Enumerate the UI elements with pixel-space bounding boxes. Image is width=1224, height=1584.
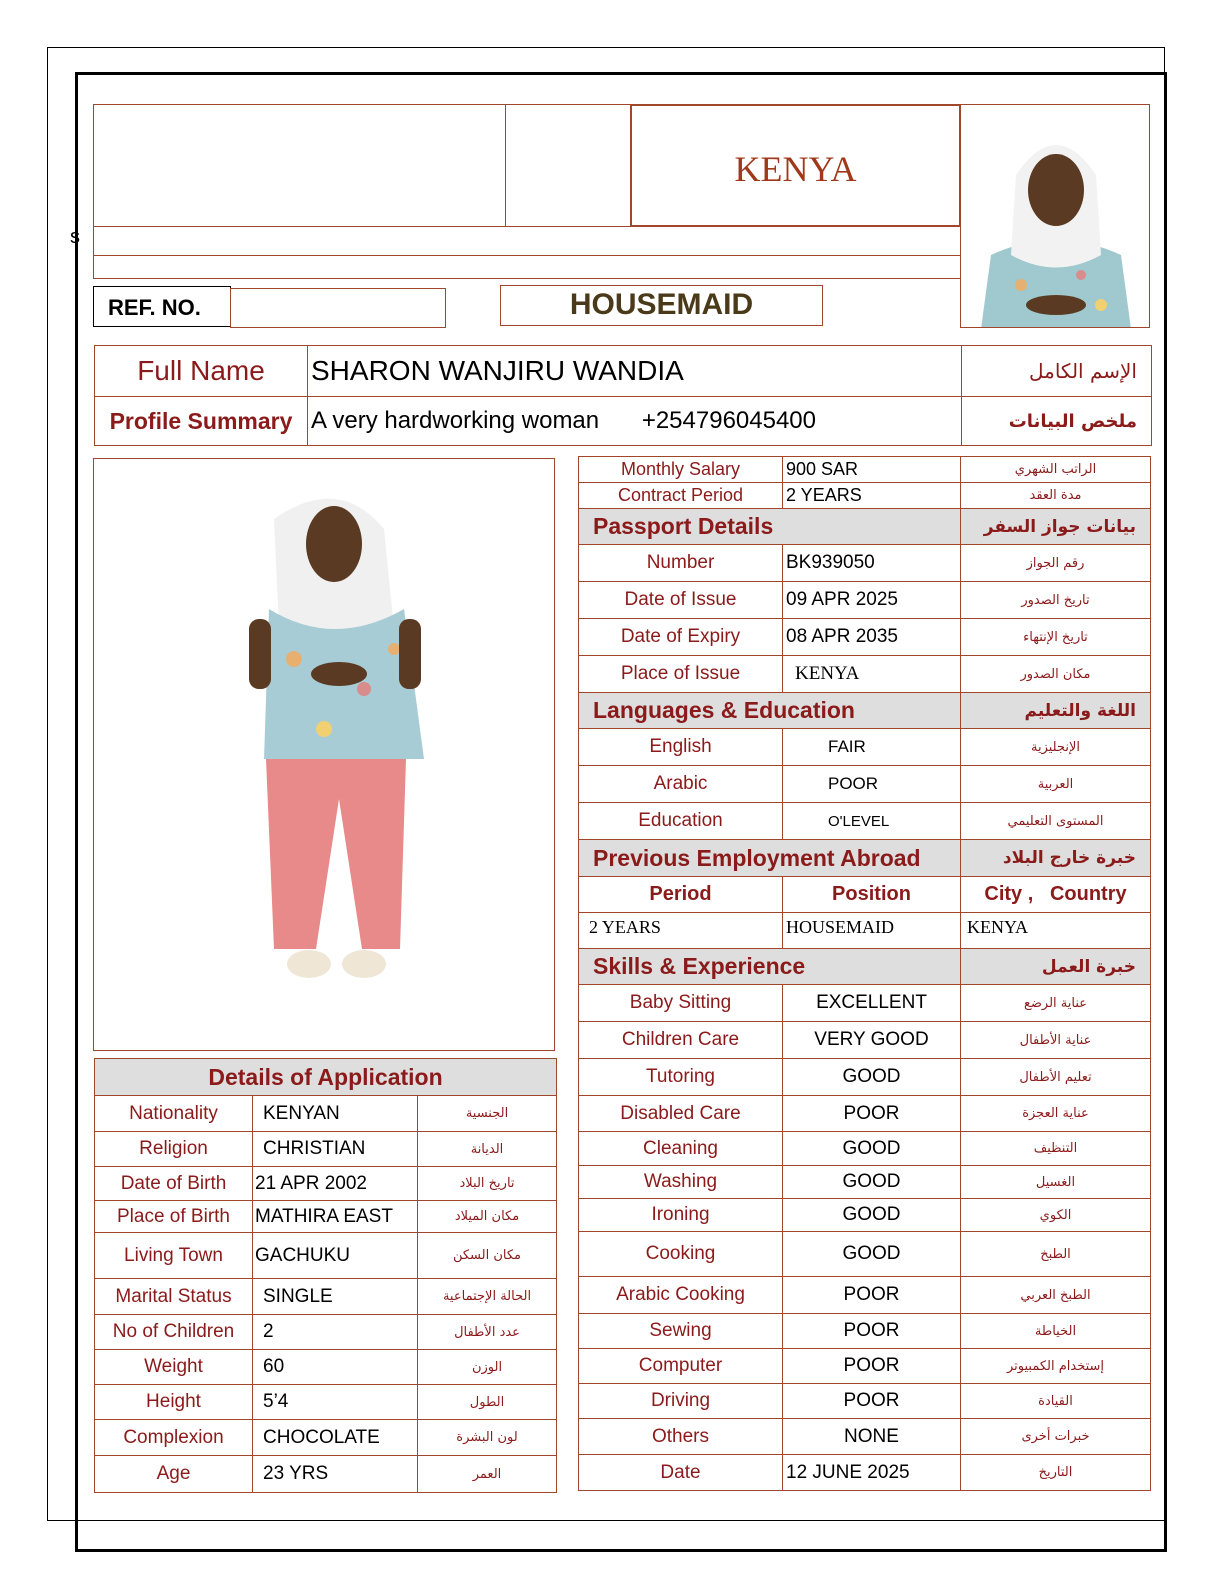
- position-box: [500, 285, 823, 326]
- detail-value: GOOD: [783, 1132, 961, 1166]
- detail-value: EXCELLENT: [783, 985, 961, 1022]
- employment-col-header: City , Country: [961, 877, 1151, 913]
- employment-place: KENYA: [961, 913, 1151, 949]
- application-value: GACHUKU: [253, 1233, 418, 1279]
- employment-title: Previous Employment Abroad: [579, 840, 961, 877]
- application-ar: الوزن: [418, 1350, 557, 1385]
- detail-value: 08 APR 2035: [783, 619, 961, 656]
- details-table: [578, 456, 1151, 1491]
- detail-label: Contract Period: [579, 483, 783, 509]
- skills-header: [579, 949, 1151, 985]
- detail-row: [579, 1059, 1151, 1096]
- detail-row: [579, 656, 1151, 693]
- header-blank-row2: [93, 255, 961, 279]
- application-value: 21 APR 2002: [253, 1167, 418, 1201]
- full-name-value: SHARON WANJIRU WANDIA: [308, 346, 962, 397]
- detail-label: Computer: [579, 1349, 783, 1384]
- application-ar: الحالة الإجتماعية: [418, 1279, 557, 1315]
- detail-ar: تعليم الأطفال: [961, 1059, 1151, 1096]
- application-table: [94, 1058, 557, 1493]
- application-label: Place of Birth: [95, 1201, 253, 1233]
- application-ar: الجنسية: [418, 1096, 557, 1132]
- application-value: CHRISTIAN: [253, 1132, 418, 1167]
- application-row: [95, 1132, 557, 1167]
- application-ar: لون البشرة: [418, 1420, 557, 1456]
- detail-ar: تاريخ الصدور: [961, 582, 1151, 619]
- detail-label: Monthly Salary: [579, 457, 783, 483]
- skills-title-ar: خبرة العمل: [961, 949, 1151, 985]
- ref-number-field: [230, 288, 446, 328]
- detail-row: [579, 1419, 1151, 1455]
- employment-period: 2 YEARS: [579, 913, 783, 949]
- employment-header: [579, 840, 1151, 877]
- detail-ar: التاريخ: [961, 1455, 1151, 1491]
- application-value: KENYAN: [253, 1096, 418, 1132]
- application-value: MATHIRA EAST: [253, 1201, 418, 1233]
- detail-row: [579, 1384, 1151, 1419]
- detail-row: [579, 729, 1151, 766]
- detail-ar: تاريخ الإنتهاء: [961, 619, 1151, 656]
- detail-ar: عناية الرضع: [961, 985, 1151, 1022]
- detail-value: VERY GOOD: [783, 1022, 961, 1059]
- detail-row: [579, 1277, 1151, 1314]
- ref-label: REF. NO.: [108, 295, 201, 320]
- detail-row: [579, 1314, 1151, 1349]
- employment-col-headers: [579, 877, 1151, 913]
- application-value: 2: [253, 1315, 418, 1350]
- detail-value: GOOD: [783, 1059, 961, 1096]
- detail-row: [579, 457, 1151, 483]
- employment-title-ar: خبرة خارج البلاد: [961, 840, 1151, 877]
- detail-ar: القيادة: [961, 1384, 1151, 1419]
- application-row: [95, 1350, 557, 1385]
- detail-row: [579, 1232, 1151, 1277]
- full-name-ar: الإسم الكامل: [962, 346, 1152, 397]
- small-photo-figure: [961, 105, 1150, 328]
- detail-ar: الغسيل: [961, 1166, 1151, 1199]
- detail-label: Date of Expiry: [579, 619, 783, 656]
- detail-label: Baby Sitting: [579, 985, 783, 1022]
- detail-label: Place of Issue: [579, 656, 783, 693]
- application-value: SINGLE: [253, 1279, 418, 1315]
- detail-row: [579, 545, 1151, 582]
- detail-label: Number: [579, 545, 783, 582]
- detail-row: [579, 582, 1151, 619]
- application-label: Nationality: [95, 1096, 253, 1132]
- application-value: 5’4: [253, 1385, 418, 1420]
- application-label: No of Children: [95, 1315, 253, 1350]
- application-title: Details of Application: [95, 1059, 557, 1096]
- identity-table: [94, 345, 1152, 446]
- detail-row: [579, 1132, 1151, 1166]
- header-blank-left: [93, 104, 506, 227]
- ref-label-box: [93, 286, 231, 327]
- small-photo: [960, 104, 1150, 328]
- application-ar: العمر: [418, 1456, 557, 1493]
- detail-value: KENYA: [783, 656, 961, 693]
- detail-ar: عناية العجزة: [961, 1096, 1151, 1132]
- detail-row: [579, 1455, 1151, 1491]
- application-value: 60: [253, 1350, 418, 1385]
- detail-row: [579, 985, 1151, 1022]
- header-blank-row: [93, 226, 961, 256]
- detail-row: [579, 766, 1151, 803]
- detail-label: Disabled Care: [579, 1096, 783, 1132]
- application-label: Marital Status: [95, 1279, 253, 1315]
- profile-value: [308, 397, 962, 446]
- application-row: [95, 1167, 557, 1201]
- country-title: KENYA: [734, 149, 857, 189]
- full-name-label: Full Name: [95, 346, 308, 397]
- application-ar: مكان السكن: [418, 1233, 557, 1279]
- detail-ar: الطبخ: [961, 1232, 1151, 1277]
- application-row: [95, 1456, 557, 1493]
- detail-ar: العربية: [961, 766, 1151, 803]
- employment-position: HOUSEMAID: [783, 913, 961, 949]
- detail-value: POOR: [783, 1096, 961, 1132]
- detail-label: Cleaning: [579, 1132, 783, 1166]
- detail-value: POOR: [783, 1277, 961, 1314]
- detail-value: POOR: [783, 1314, 961, 1349]
- passport-title: Passport Details: [579, 509, 961, 545]
- detail-ar: عناية الأطفال: [961, 1022, 1151, 1059]
- detail-label: Education: [579, 803, 783, 840]
- application-row: [95, 1233, 557, 1279]
- detail-value: GOOD: [783, 1199, 961, 1232]
- detail-row: [579, 803, 1151, 840]
- detail-value: POOR: [783, 766, 961, 803]
- position-title: HOUSEMAID: [569, 288, 754, 321]
- detail-value: 2 YEARS: [783, 483, 961, 509]
- detail-value: NONE: [783, 1419, 961, 1455]
- detail-row: [579, 1199, 1151, 1232]
- detail-ar: خبرات أخرى: [961, 1419, 1151, 1455]
- detail-label: Sewing: [579, 1314, 783, 1349]
- detail-value: 900 SAR: [783, 457, 961, 483]
- detail-ar: مكان الصدور: [961, 656, 1151, 693]
- profile-text: A very hardworking woman: [311, 407, 600, 434]
- application-row: [95, 1385, 557, 1420]
- application-row: [95, 1279, 557, 1315]
- application-label: Complexion: [95, 1420, 253, 1456]
- detail-row: [579, 483, 1151, 509]
- detail-label: Date of Issue: [579, 582, 783, 619]
- detail-row: [579, 619, 1151, 656]
- skills-title: Skills & Experience: [579, 949, 961, 985]
- application-row: [95, 1201, 557, 1233]
- detail-label: Children Care: [579, 1022, 783, 1059]
- detail-ar: الخياطة: [961, 1314, 1151, 1349]
- detail-label: Ironing: [579, 1199, 783, 1232]
- detail-ar: إستخدام الكمبيوتر: [961, 1349, 1151, 1384]
- profile-ar: ملخص البيانات: [962, 397, 1152, 446]
- detail-ar: المستوى التعليمي: [961, 803, 1151, 840]
- detail-value: FAIR: [783, 729, 961, 766]
- detail-label: Washing: [579, 1166, 783, 1199]
- stray-mark: s: [70, 226, 80, 248]
- application-label: Weight: [95, 1350, 253, 1385]
- application-ar: الطول: [418, 1385, 557, 1420]
- passport-title-ar: بيانات جواز السفر: [961, 509, 1151, 545]
- country-box: [630, 104, 961, 227]
- languages-title-ar: اللغة والتعليم: [961, 693, 1151, 729]
- detail-ar: الإنجليزية: [961, 729, 1151, 766]
- application-label: Date of Birth: [95, 1167, 253, 1201]
- employment-col-header: Position: [783, 877, 961, 913]
- header-blank-mid: [505, 104, 631, 227]
- phone-number: +254796045400: [641, 407, 816, 434]
- detail-row: [579, 1166, 1151, 1199]
- application-row: [95, 1315, 557, 1350]
- passport-header: [579, 509, 1151, 545]
- detail-label: Others: [579, 1419, 783, 1455]
- detail-label: Arabic Cooking: [579, 1277, 783, 1314]
- detail-label: Tutoring: [579, 1059, 783, 1096]
- employment-row: [579, 913, 1151, 949]
- employment-col-header: Period: [579, 877, 783, 913]
- detail-value: 12 JUNE 2025: [783, 1455, 961, 1491]
- profile-label: Profile Summary: [95, 397, 308, 446]
- detail-ar: رقم الجواز: [961, 545, 1151, 582]
- languages-header: [579, 693, 1151, 729]
- application-label: Height: [95, 1385, 253, 1420]
- detail-row: [579, 1022, 1151, 1059]
- detail-ar: الراتب الشهري: [961, 457, 1151, 483]
- application-value: CHOCOLATE: [253, 1420, 418, 1456]
- detail-value: BK939050: [783, 545, 961, 582]
- application-ar: عدد الأطفال: [418, 1315, 557, 1350]
- detail-value: GOOD: [783, 1232, 961, 1277]
- application-label: Living Town: [95, 1233, 253, 1279]
- application-label: Religion: [95, 1132, 253, 1167]
- main-photo: [93, 458, 555, 1051]
- languages-title: Languages & Education: [579, 693, 961, 729]
- application-value: 23 YRS: [253, 1456, 418, 1493]
- detail-label: Arabic: [579, 766, 783, 803]
- detail-row: [579, 1349, 1151, 1384]
- application-ar: تاريخ البلاد: [418, 1167, 557, 1201]
- detail-value: POOR: [783, 1384, 961, 1419]
- detail-label: Date: [579, 1455, 783, 1491]
- detail-ar: التنظيف: [961, 1132, 1151, 1166]
- detail-value: 09 APR 2025: [783, 582, 961, 619]
- detail-value: POOR: [783, 1349, 961, 1384]
- detail-ar: مدة العقد: [961, 483, 1151, 509]
- detail-label: English: [579, 729, 783, 766]
- detail-ar: الطبخ العربي: [961, 1277, 1151, 1314]
- detail-value: O'LEVEL: [783, 803, 961, 840]
- application-label: Age: [95, 1456, 253, 1493]
- application-row: [95, 1420, 557, 1456]
- detail-label: Cooking: [579, 1232, 783, 1277]
- application-ar: الديانة: [418, 1132, 557, 1167]
- detail-value: GOOD: [783, 1166, 961, 1199]
- application-ar: مكان الميلاد: [418, 1201, 557, 1233]
- main-photo-figure: [94, 459, 554, 1050]
- detail-label: Driving: [579, 1384, 783, 1419]
- application-row: [95, 1096, 557, 1132]
- detail-row: [579, 1096, 1151, 1132]
- detail-ar: الكوي: [961, 1199, 1151, 1232]
